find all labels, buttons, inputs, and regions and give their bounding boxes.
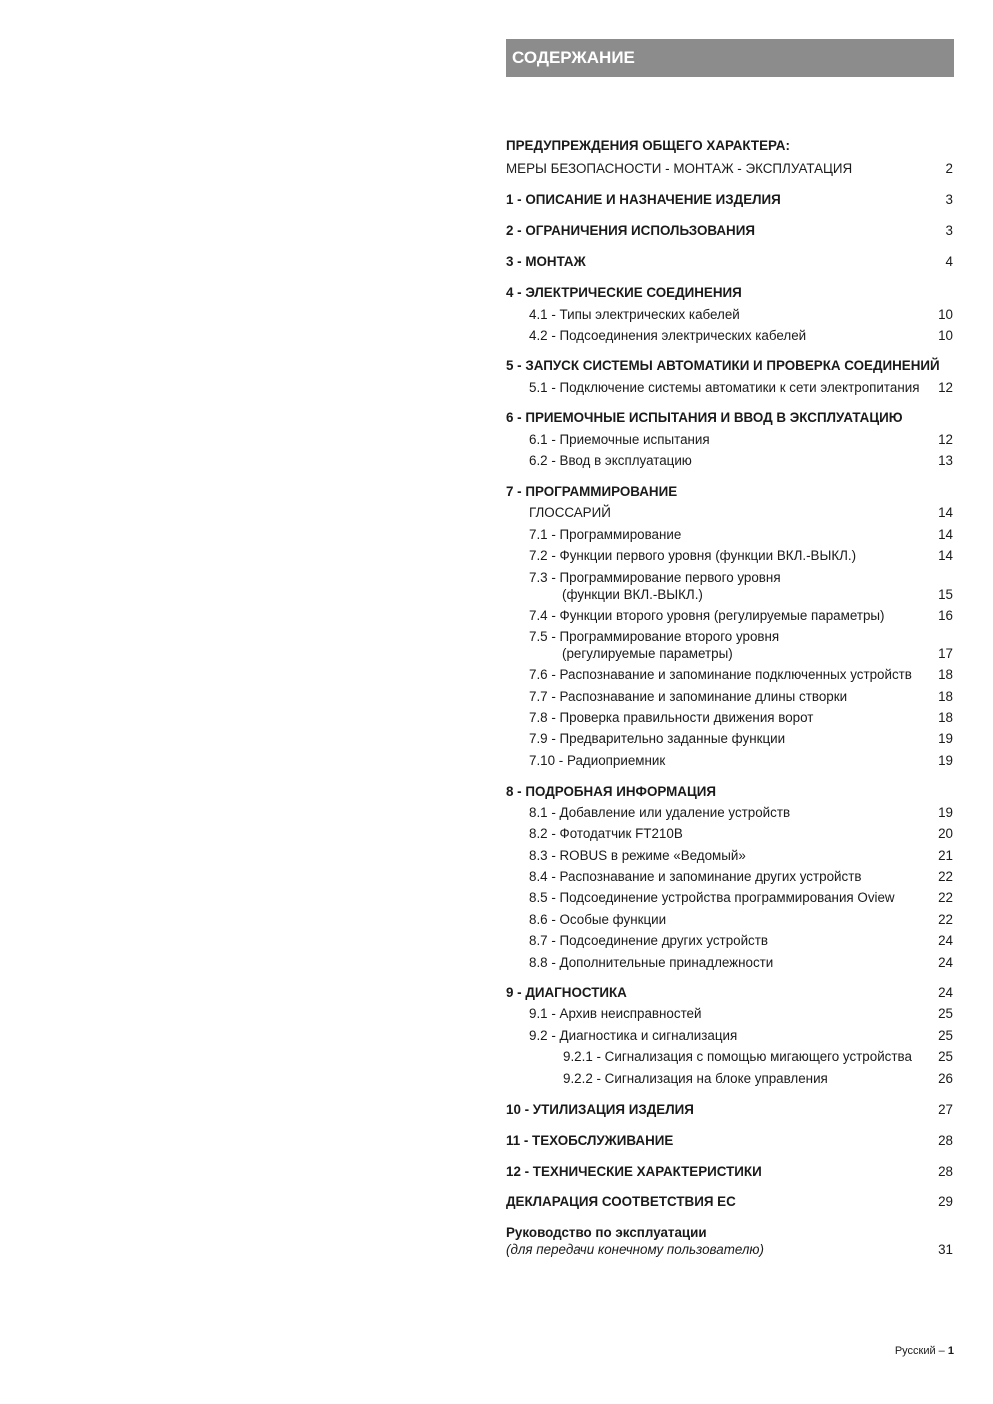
toc-entry-page-number: 18 (938, 710, 953, 725)
toc-entry-title: 5.1 - Подключение системы автоматики к сети электропитания (529, 380, 920, 395)
toc-entry-title: 7.1 - Программирование (529, 527, 682, 542)
toc-entry-title: 3 - МОНТАЖ (506, 254, 586, 269)
toc-entry-title: ДЕКЛАРАЦИЯ СООТВЕТСТВИЯ ЕС (506, 1194, 736, 1209)
toc-entry-page-number: 2 (945, 161, 953, 176)
toc-entry-title: (для передачи конечному пользователю) (506, 1242, 764, 1257)
toc-entry-title: 5 - ЗАПУСК СИСТЕМЫ АВТОМАТИКИ И ПРОВЕРКА СОЕДИНЕНИЙ (506, 358, 940, 373)
toc-entry-page-number: 3 (945, 192, 953, 207)
toc-entry-title: МЕРЫ БЕЗОПАСНОСТИ - МОНТАЖ - ЭКСПЛУАТАЦИЯ (506, 161, 853, 176)
toc-entry-page-number: 14 (938, 505, 953, 520)
toc-entry-title: 7 - ПРОГРАММИРОВАНИЕ (506, 484, 678, 499)
toc-entry-title: 4.2 - Подсоединения электрических кабелей (529, 328, 807, 343)
toc-entry-page-number: 19 (938, 753, 953, 768)
page-footer (870, 1345, 954, 1357)
toc-entry-title: 9.2 - Диагностика и сигнализация (529, 1028, 738, 1043)
toc-entry-title: 8.2 - Фотодатчик FT210B (529, 826, 683, 841)
toc-entry-page-number: 25 (938, 1049, 953, 1064)
toc-entry-title: 6.1 - Приемочные испытания (529, 432, 710, 447)
toc-entry-title: 8.4 - Распознавание и запоминание других устройств (529, 869, 862, 884)
toc-entry-title: 8.7 - Подсоединение других устройств (529, 933, 769, 948)
toc-entry-title: 8.1 - Добавление или удаление устройств (529, 805, 791, 820)
toc-entry-page-number: 12 (938, 380, 953, 395)
toc-entry-title: 9.2.2 - Сигнализация на блоке управления (563, 1071, 828, 1086)
toc-entry-title: 8.3 - ROBUS в режиме «Ведомый» (529, 848, 746, 863)
toc-entry-page-number: 28 (938, 1164, 953, 1179)
toc-entry-page-number: 15 (938, 587, 953, 602)
toc-entry-title: 8.6 - Особые функции (529, 912, 667, 927)
toc-entry-page-number: 19 (938, 805, 953, 820)
toc-entry-title: ГЛОССАРИЙ (529, 505, 611, 520)
toc-entry-title: 7.9 - Предварительно заданные функции (529, 731, 786, 746)
toc-entry-page-number: 27 (938, 1102, 953, 1117)
toc-entry-page-number: 22 (938, 912, 953, 927)
toc-entry-page-number: 22 (938, 869, 953, 884)
toc-entry-page-number: 17 (938, 646, 953, 661)
toc-entry-title: 4.1 - Типы электрических кабелей (529, 307, 740, 322)
toc-entry-title: 4 - ЭЛЕКТРИЧЕСКИЕ СОЕДИНЕНИЯ (506, 285, 742, 300)
toc-entry-title: 11 - ТЕХОБСЛУЖИВАНИЕ (506, 1133, 674, 1148)
toc-entry-page-number: 25 (938, 1028, 953, 1043)
toc-entry-page-number: 29 (938, 1194, 953, 1209)
toc-entry-page-number: 21 (938, 848, 953, 863)
footer-language: Русский – (894, 1345, 945, 1357)
toc-entry-page-number: 3 (945, 223, 953, 238)
toc-entry-page-number: 18 (938, 667, 953, 682)
toc-entry-title: 7.3 - Программирование первого уровня (529, 570, 781, 585)
toc-entry-title: Руководство по эксплуатации (506, 1225, 707, 1240)
toc-entry-title: 9.1 - Архив неисправностей (529, 1006, 702, 1021)
toc-entry-page-number: 12 (938, 432, 953, 447)
toc-entry-page-number: 10 (938, 328, 953, 343)
toc-entry-page-number: 24 (938, 985, 953, 1000)
toc-entry-page-number: 31 (938, 1242, 953, 1257)
toc-entry-title: 7.5 - Программирование второго уровня (529, 629, 780, 644)
toc-entry-page-number: 4 (945, 254, 953, 269)
toc-entry-page-number: 14 (938, 527, 953, 542)
toc-entry-title: 7.2 - Функции первого уровня (функции ВКЛ.-ВЫКЛ.) (529, 548, 857, 563)
toc-entry-title: 6 - ПРИЕМОЧНЫЕ ИСПЫТАНИЯ И ВВОД В ЭКСПЛУАТАЦИЮ (506, 410, 903, 425)
toc-entry-page-number: 14 (938, 548, 953, 563)
toc-entry-title: 7.8 - Проверка правильности движения ворот (529, 710, 814, 725)
toc-entry-page-number: 10 (938, 307, 953, 322)
toc-entry-title: 10 - УТИЛИЗАЦИЯ ИЗДЕЛИЯ (506, 1102, 694, 1117)
toc-entry-title: 8.8 - Дополнительные принадлежности (529, 955, 774, 970)
toc-entry-title: 7.10 - Радиоприемник (529, 753, 666, 768)
toc-entry-title: 8.5 - Подсоединение устройства программирования Oview (529, 890, 895, 905)
toc-entry-page-number: 26 (938, 1071, 953, 1086)
toc-entry-page-number: 20 (938, 826, 953, 841)
toc-entry-page-number: 16 (938, 608, 953, 623)
toc-entry-title: 2 - ОГРАНИЧЕНИЯ ИСПОЛЬЗОВАНИЯ (506, 223, 755, 238)
contents-title: СОДЕРЖАНИЕ (512, 48, 635, 67)
toc-entry-title: (регулируемые параметры) (562, 646, 733, 661)
toc-entry-title: 7.4 - Функции второго уровня (регулируемые параметры) (529, 608, 885, 623)
toc-entry-title: 7.6 - Распознавание и запоминание подключенных устройств (529, 667, 912, 682)
contents-header-bar (506, 39, 954, 77)
toc-entry-page-number: 22 (938, 890, 953, 905)
toc-entry-page-number: 24 (938, 933, 953, 948)
toc-entry-page-number: 25 (938, 1006, 953, 1021)
toc-entry-title: 6.2 - Ввод в эксплуатацию (529, 453, 692, 468)
toc-entry-title: ПРЕДУПРЕЖДЕНИЯ ОБЩЕГО ХАРАКТЕРА: (506, 138, 790, 153)
toc-entry-page-number: 24 (938, 955, 953, 970)
toc-entry-page-number: 19 (938, 731, 953, 746)
toc-entry-title: 12 - ТЕХНИЧЕСКИЕ ХАРАКТЕРИСТИКИ (506, 1164, 762, 1179)
toc-entry-title: (функции ВКЛ.-ВЫКЛ.) (562, 587, 703, 602)
toc-entry-page-number: 28 (938, 1133, 953, 1148)
toc-entry-title: 8 - ПОДРОБНАЯ ИНФОРМАЦИЯ (506, 784, 716, 799)
toc-entry-page-number: 13 (938, 453, 953, 468)
footer-page-number: 1 (947, 1345, 954, 1357)
toc-entry-title: 9.2.1 - Сигнализация с помощью мигающего устройства (563, 1049, 912, 1064)
toc-entry-page-number: 18 (938, 689, 953, 704)
toc-entry-title: 1 - ОПИСАНИЕ И НАЗНАЧЕНИЕ ИЗДЕЛИЯ (506, 192, 781, 207)
toc-entry-title: 9 - ДИАГНОСТИКА (506, 985, 627, 1000)
toc-entry-title: 7.7 - Распознавание и запоминание длины створки (529, 689, 848, 704)
